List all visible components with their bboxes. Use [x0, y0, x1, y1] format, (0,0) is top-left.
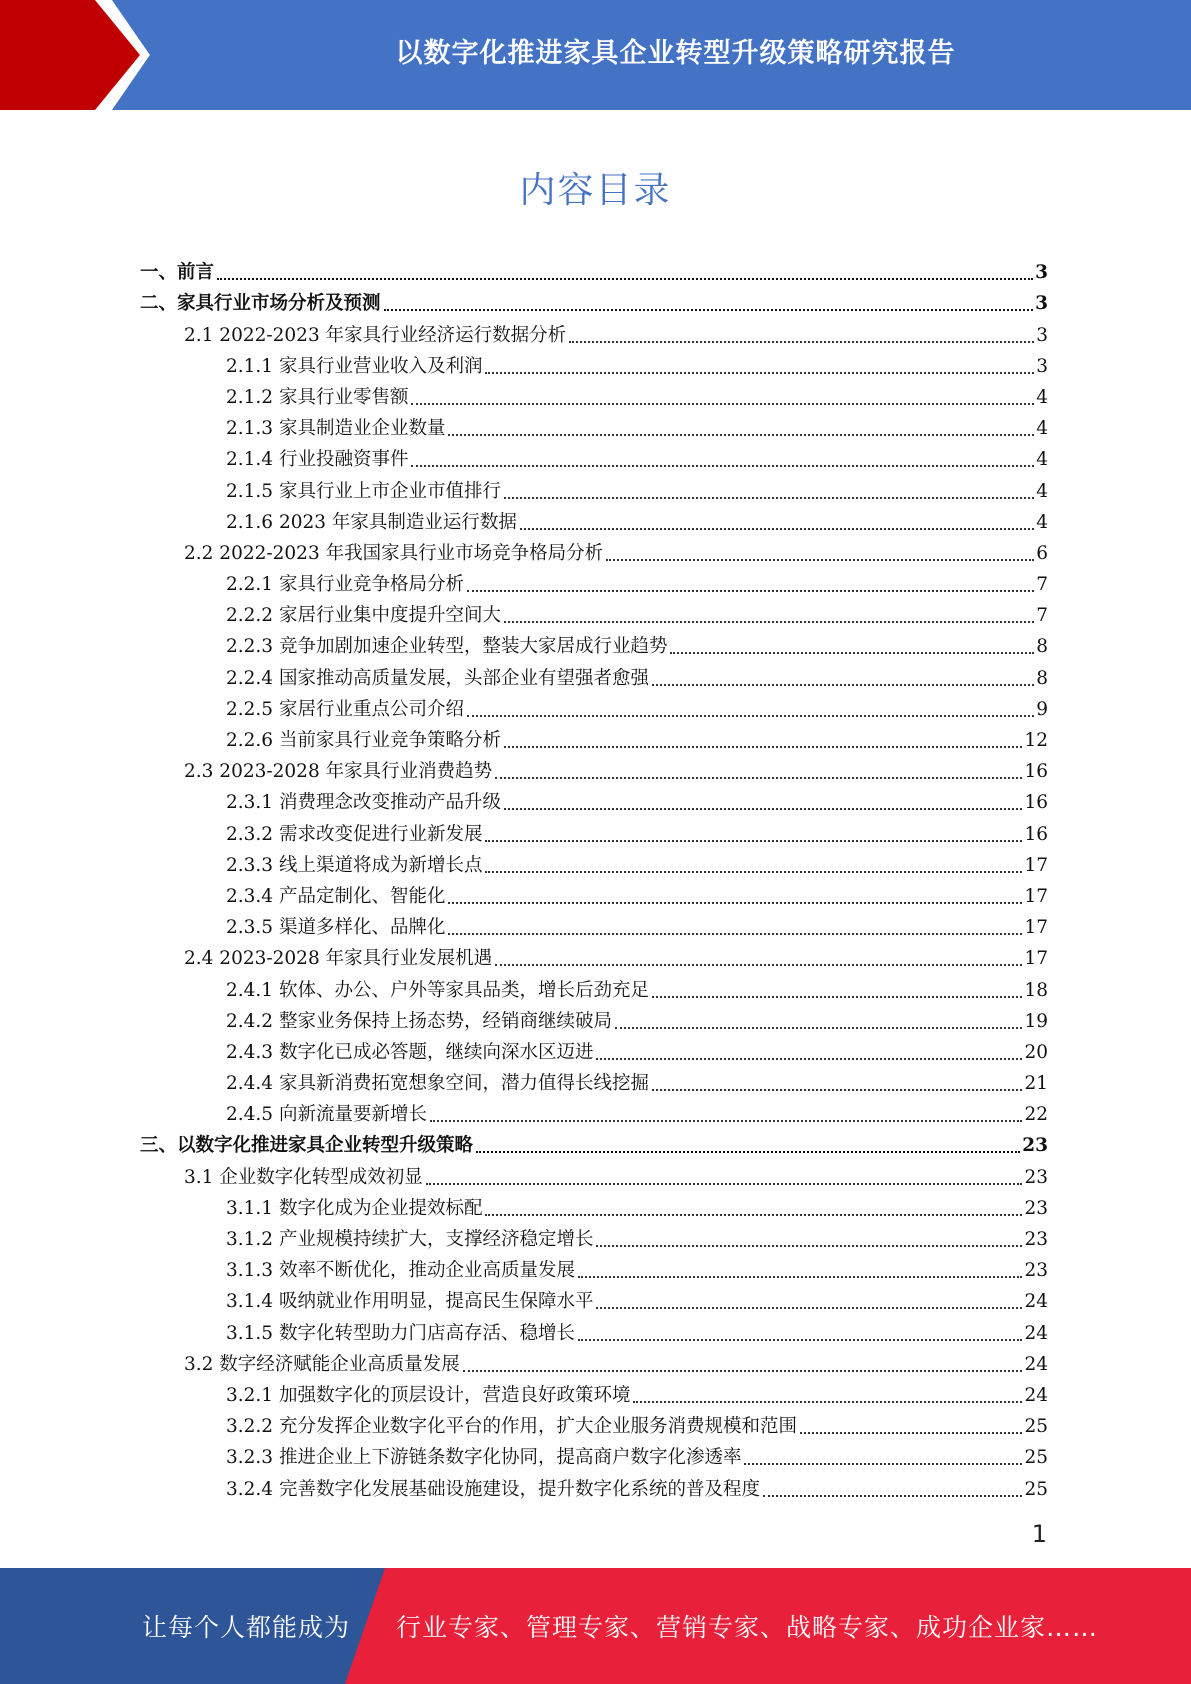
toc-entry-label: 3.1.4 吸纳就业作用明显，提高民生保障水平 — [226, 1291, 594, 1313]
toc-dot-leader — [448, 434, 1034, 436]
toc-dot-leader — [476, 1151, 1020, 1153]
toc-dot-leader — [578, 1276, 1022, 1278]
toc-entry-page: 21 — [1024, 1073, 1048, 1095]
toc-dot-leader — [448, 902, 1022, 904]
toc-entry-page: 4 — [1036, 449, 1048, 471]
toc-entry-page: 3 — [1035, 293, 1048, 315]
toc-entry-page: 17 — [1024, 917, 1048, 939]
header-banner — [0, 0, 1191, 110]
toc-dot-leader — [495, 964, 1022, 966]
toc-dot-leader — [596, 1245, 1022, 1247]
toc-entry[interactable] — [140, 535, 1048, 566]
toc-dot-leader — [520, 528, 1034, 530]
toc-entry[interactable] — [140, 348, 1048, 379]
toc-entry[interactable] — [140, 1346, 1048, 1377]
toc-entry-page: 9 — [1036, 698, 1048, 720]
toc-dot-leader — [448, 933, 1022, 935]
toc-entry[interactable] — [140, 1127, 1048, 1158]
toc-entry-label: 2.3.3 线上渠道将成为新增长点 — [226, 854, 483, 876]
toc-entry-page: 17 — [1024, 885, 1048, 907]
toc-entry-page: 4 — [1036, 418, 1048, 440]
toc-entry-page: 8 — [1036, 667, 1048, 689]
toc-entry[interactable] — [140, 1003, 1048, 1034]
toc-entry-page: 3 — [1036, 355, 1048, 377]
toc-entry[interactable] — [140, 659, 1048, 690]
toc-entry-label: 3.2.1 加强数字化的顶层设计，营造良好政策环境 — [226, 1384, 631, 1406]
toc-entry[interactable] — [140, 1221, 1048, 1252]
toc-entry-label: 2.3.5 渠道多样化、品牌化 — [226, 917, 446, 939]
toc-entry-label: 2.3.1 消费理念改变推动产品升级 — [226, 792, 501, 814]
toc-dot-leader — [578, 1339, 1022, 1341]
toc-entry-label: 2.2.2 家居行业集中度提升空间大 — [226, 605, 501, 627]
toc-dot-leader — [596, 1058, 1022, 1060]
toc-dot-leader — [463, 1370, 1023, 1372]
toc-entry-page: 7 — [1036, 605, 1048, 627]
toc-entry-page: 23 — [1024, 1260, 1048, 1282]
toc-entry-page: 4 — [1036, 386, 1048, 408]
toc-dot-leader — [467, 715, 1034, 717]
toc-entry-label: 2.3.2 需求改变促进行业新发展 — [226, 823, 483, 845]
report-title: 以数字化推进家具企业转型升级策略研究报告 — [395, 37, 956, 69]
toc-entry-label: 2.4.1 软体、办公、户外等家具品类，增长后劲充足 — [226, 979, 649, 1001]
toc-dot-leader — [569, 341, 1034, 343]
header-arrow-decoration — [0, 0, 220, 110]
toc-entry-label: 3.1 企业数字化转型成效初显 — [184, 1166, 423, 1188]
toc-entry[interactable] — [140, 1470, 1048, 1501]
toc-entry[interactable] — [140, 691, 1048, 722]
toc-entry-page: 16 — [1024, 823, 1048, 845]
toc-entry-page: 25 — [1024, 1416, 1048, 1438]
toc-entry-label: 2.4 2023-2028 年家具行业发展机遇 — [184, 948, 493, 970]
toc-dot-leader — [615, 1027, 1022, 1029]
toc-entry-page: 6 — [1036, 542, 1048, 564]
toc-dot-leader — [652, 996, 1022, 998]
footer-banner — [0, 1568, 1191, 1684]
toc-entry-page: 4 — [1036, 511, 1048, 533]
toc-entry[interactable] — [140, 410, 1048, 441]
toc-entry-label: 2.2 2022-2023 年我国家具行业市场竞争格局分析 — [184, 542, 604, 564]
toc-entry-label: 3.2 数字经济赋能企业高质量发展 — [184, 1353, 460, 1375]
toc-dot-leader — [504, 746, 1022, 748]
toc-entry-label: 3.1.2 产业规模持续扩大，支撑经济稳定增长 — [226, 1229, 594, 1250]
toc-entry-page: 12 — [1024, 730, 1048, 751]
toc-title: 内容目录 — [519, 170, 672, 211]
toc-entry-label: 3.2.3 推进企业上下游链条数字化协同，提高商户数字化渗透率 — [226, 1447, 742, 1469]
toc-entry[interactable] — [140, 784, 1048, 815]
toc-entry[interactable] — [140, 1283, 1048, 1314]
toc-entry-page: 18 — [1024, 979, 1048, 1001]
toc-entry[interactable] — [140, 1377, 1048, 1408]
toc-entry[interactable] — [140, 285, 1048, 316]
toc-entry-label: 2.2.4 国家推动高质量发展，头部企业有望强者愈强 — [226, 667, 649, 689]
toc-entry[interactable] — [140, 566, 1048, 597]
toc-dot-leader — [606, 559, 1034, 561]
toc-entry-label: 2.4.4 家具新消费拓宽想象空间，潜力值得长线挖掘 — [226, 1073, 649, 1095]
toc-entry[interactable] — [140, 1034, 1048, 1065]
toc-entry-page: 23 — [1024, 1197, 1048, 1219]
toc-entry[interactable] — [140, 628, 1048, 659]
toc-entry-page: 23 — [1024, 1166, 1048, 1188]
toc-dot-leader — [426, 1183, 1023, 1185]
toc-entry-label: 2.1.5 家具行业上市企业市值排行 — [226, 480, 501, 502]
toc-entry[interactable] — [140, 379, 1048, 410]
toc-entry-page: 20 — [1024, 1041, 1048, 1063]
toc-entry-label: 三、以数字化推进家具企业转型升级策略 — [140, 1135, 474, 1157]
toc-list — [140, 254, 1048, 1502]
toc-entry-label: 3.1.3 效率不断优化，推动企业高质量发展 — [226, 1260, 575, 1282]
toc-entry-label: 2.3 2023-2028 年家具行业消费趋势 — [184, 761, 493, 783]
toc-dot-leader — [384, 309, 1034, 311]
toc-entry-page: 7 — [1036, 574, 1048, 596]
toc-entry-page: 24 — [1024, 1353, 1048, 1375]
toc-entry-page: 16 — [1024, 761, 1048, 783]
toc-entry-page: 25 — [1024, 1478, 1048, 1500]
toc-entry-page: 24 — [1024, 1384, 1048, 1406]
toc-dot-leader — [411, 403, 1034, 405]
toc-dot-leader — [652, 684, 1034, 686]
toc-entry[interactable] — [140, 316, 1048, 347]
toc-entry[interactable] — [140, 909, 1048, 940]
toc-entry[interactable] — [140, 597, 1048, 628]
toc-dot-leader — [670, 652, 1034, 654]
toc-dot-leader — [217, 278, 1033, 280]
toc-entry[interactable] — [140, 1252, 1048, 1283]
toc-entry-page: 3 — [1036, 324, 1048, 346]
footer-slogan-left: 让每个人都能成为 — [142, 1613, 351, 1642]
toc-entry-label: 2.4.5 向新流量要新增长 — [226, 1104, 427, 1126]
toc-dot-leader — [596, 1307, 1022, 1309]
toc-entry-label: 2.2.5 家居行业重点公司介绍 — [226, 698, 464, 720]
toc-entry-label: 3.2.4 完善数字化发展基础设施建设，提升数字化系统的普及程度 — [226, 1478, 760, 1500]
toc-entry-label: 2.4.2 整家业务保持上扬态势，经销商继续破局 — [226, 1010, 612, 1032]
toc-entry-label: 3.2.2 充分发挥企业数字化平台的作用，扩大企业服务消费规模和范围 — [226, 1416, 797, 1438]
toc-dot-leader — [485, 871, 1022, 873]
footer-slogan-right: 行业专家、管理专家、营销专家、战略专家、成功企业家…… — [396, 1613, 1099, 1642]
toc-entry-page: 8 — [1036, 636, 1048, 658]
toc-entry-label: 2.1.3 家具制造业企业数量 — [226, 418, 446, 440]
toc-entry-page: 22 — [1024, 1104, 1048, 1126]
toc-entry-page: 23 — [1024, 1229, 1048, 1250]
toc-dot-leader — [495, 777, 1022, 779]
toc-entry-page: 25 — [1024, 1447, 1048, 1469]
toc-entry[interactable] — [140, 1158, 1048, 1189]
toc-dot-leader — [763, 1495, 1022, 1497]
toc-entry[interactable] — [140, 441, 1048, 472]
toc-entry-page: 17 — [1024, 948, 1048, 970]
toc-entry-label: 2.3.4 产品定制化、智能化 — [226, 885, 446, 907]
toc-entry[interactable] — [140, 472, 1048, 503]
toc-entry[interactable] — [140, 753, 1048, 784]
toc-entry-page: 4 — [1036, 480, 1048, 502]
toc-entry-label: 二、家具行业市场分析及预测 — [140, 293, 381, 315]
page-number: 1 — [1031, 1520, 1047, 1548]
toc-entry-label: 3.1.1 数字化成为企业提效标配 — [226, 1197, 483, 1219]
toc-dot-leader — [744, 1463, 1022, 1465]
toc-entry[interactable] — [140, 815, 1048, 846]
toc-entry[interactable] — [140, 847, 1048, 878]
toc-dot-leader — [800, 1432, 1022, 1434]
toc-entry-page: 24 — [1024, 1291, 1048, 1313]
toc-entry-page: 16 — [1024, 792, 1048, 814]
toc-dot-leader — [504, 621, 1034, 623]
toc-dot-leader — [430, 1120, 1022, 1122]
toc-dot-leader — [485, 372, 1034, 374]
toc-entry-page: 19 — [1024, 1010, 1048, 1032]
toc-entry-label: 2.1.6 2023 年家具制造业运行数据 — [226, 511, 517, 533]
toc-dot-leader — [485, 1214, 1022, 1216]
toc-entry[interactable] — [140, 1314, 1048, 1345]
toc-entry-label: 2.4.3 数字化已成必答题，继续向深水区迈进 — [226, 1041, 594, 1063]
toc-entry[interactable] — [140, 254, 1048, 285]
toc-dot-leader — [504, 497, 1034, 499]
toc-dot-leader — [652, 1089, 1022, 1091]
toc-entry[interactable] — [140, 1096, 1048, 1127]
toc-entry-label: 3.1.5 数字化转型助力门店高存活、稳增长 — [226, 1322, 575, 1344]
toc-entry-label: 2.2.1 家具行业竞争格局分析 — [226, 574, 464, 596]
toc-entry[interactable] — [140, 1190, 1048, 1221]
toc-entry-label: 2.1.1 家具行业营业收入及利润 — [226, 355, 483, 377]
toc-entry[interactable] — [140, 971, 1048, 1002]
toc-entry[interactable] — [140, 878, 1048, 909]
toc-dot-leader — [411, 465, 1034, 467]
toc-entry[interactable] — [140, 1408, 1048, 1439]
toc-entry[interactable] — [140, 1065, 1048, 1096]
toc-dot-leader — [504, 808, 1022, 810]
toc-entry[interactable] — [140, 940, 1048, 971]
toc-entry-label: 2.2.6 当前家具行业竞争策略分析 — [226, 730, 501, 751]
toc-entry-label: 一、前言 — [140, 262, 215, 284]
toc-entry-label: 2.2.3 竞争加剧加速企业转型，整装大家居成行业趋势 — [226, 636, 668, 658]
toc-entry[interactable] — [140, 722, 1048, 753]
toc-entry-label: 2.1.2 家具行业零售额 — [226, 386, 409, 408]
toc-entry-label: 2.1 2022-2023 年家具行业经济运行数据分析 — [184, 324, 567, 346]
toc-dot-leader — [485, 840, 1022, 842]
toc-entry-page: 24 — [1024, 1322, 1048, 1344]
toc-dot-leader — [633, 1401, 1022, 1403]
toc-entry-page: 17 — [1024, 854, 1048, 876]
toc-entry[interactable] — [140, 504, 1048, 535]
toc-entry-page: 3 — [1035, 262, 1048, 284]
toc-entry-label: 2.1.4 行业投融资事件 — [226, 449, 409, 471]
toc-entry[interactable] — [140, 1439, 1048, 1470]
toc-dot-leader — [467, 590, 1034, 592]
toc-entry-page: 23 — [1022, 1135, 1048, 1157]
